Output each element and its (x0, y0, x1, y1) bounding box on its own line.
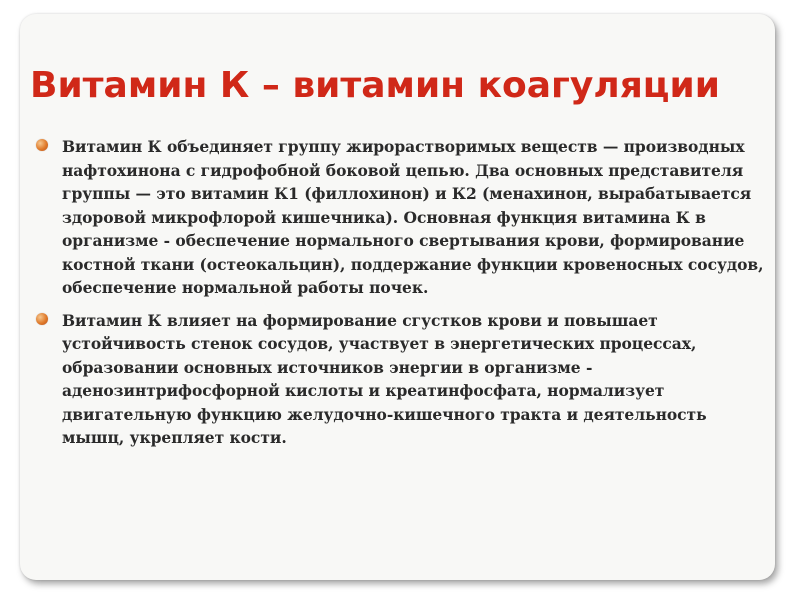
orange-circle-bullet-icon (36, 313, 48, 325)
bullet-list (62, 135, 764, 459)
slide-title: Витамин К – витамин коагуляции (30, 65, 720, 106)
bullet-item (62, 309, 764, 450)
bullet-text: Витамин К влияет на формирование сгустков крови и повышает устойчивость стенок сосудов, участвует в энергетических процессах, образовании основных источников энергии в организме - аденозинтрифосфорной кислоты и креатинфосфата, нормализует двигательную функцию желудочно-кишечного тракта и деятельность мышц, укрепляет кости. (62, 310, 707, 447)
bullet-item (62, 135, 764, 300)
orange-circle-bullet-icon (36, 139, 48, 151)
bullet-text: Витамин К объединяет группу жирорастворимых веществ — производных нафтохинона с гидрофобной боковой цепью. Два основных представителя группы — это витамин К1 (филлохинон) и К2 (менахинон, вырабатывается здоровой микрофлорой кишечника). Основная функция витамина К в организме - обеспечение нормального свертывания крови, формирование костной ткани (остеокальцин), поддержание функции кровеносных сосудов, обеспечение нормальной работы почек. (62, 137, 764, 297)
